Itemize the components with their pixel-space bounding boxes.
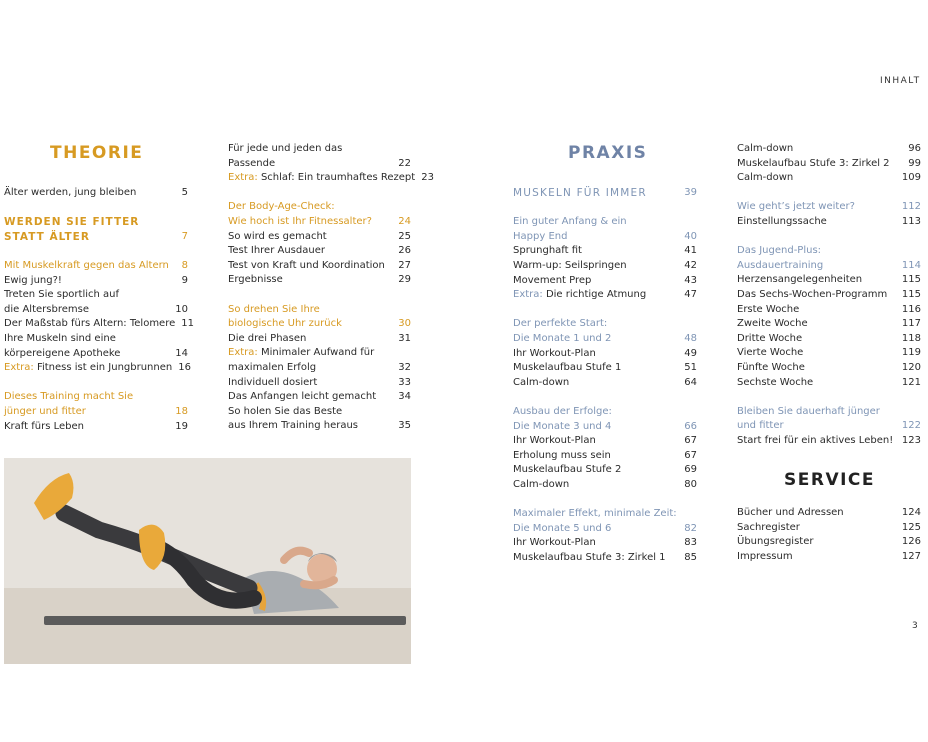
toc-entry [228, 157, 411, 172]
toc-entry-title: Treten Sie sportlich auf [4, 289, 119, 301]
toc-entry-title: Älter werden, jung bleiben [4, 187, 137, 198]
toc-entry-title: Einstellungssache [737, 215, 827, 227]
toc-entry-page [915, 244, 921, 259]
toc-entry-title: Sachregister [737, 521, 800, 533]
toc-entry-title: Kraft fürs Leben [4, 420, 84, 432]
toc-entry-title: Mit Muskelkraft gegen das Altern [4, 259, 169, 271]
toc-entry-title: Individuell dosiert [228, 376, 318, 388]
toc-entry [737, 419, 921, 434]
toc-extra-text: Fitness ist ein Jungbrunnen [33, 362, 173, 374]
toc-extra-prefix: Extra: [228, 172, 258, 184]
toc-entry-title: maximalen Erfolg [228, 361, 317, 373]
toc-entry-page: 23 [421, 172, 434, 184]
toc-entry [513, 230, 697, 245]
toc-spacer [228, 288, 411, 303]
section-title-praxis: PRAXIS [568, 143, 648, 163]
toc-entry [228, 405, 411, 420]
toc-entry-title: Movement Prep [513, 274, 592, 286]
toc-extra-text: Die richtige Atmung [542, 289, 647, 301]
toc-entry-title: Das Sechs-Wochen-Programm [737, 288, 888, 300]
toc-entry [513, 405, 697, 420]
toc-entry-title: Test von Kraft und Koordination [228, 259, 385, 271]
toc-entry-title: Ihr Workout-Plan [513, 537, 596, 549]
toc-spacer [737, 230, 921, 245]
toc-entry [4, 390, 188, 405]
toc-entry-page: 40 [684, 230, 697, 242]
toc-entry-page: 99 [908, 157, 921, 169]
toc-entry-title: biologische Uhr zurück [228, 318, 342, 330]
toc-entry-page: 123 [901, 434, 921, 446]
toc-entry-page: 67 [684, 435, 697, 447]
toc-entry-title: Sprunghaft fit [513, 245, 582, 257]
toc-entry-title: Das Anfangen leicht gemacht [228, 391, 377, 403]
toc-entry-title: Sechste Woche [737, 376, 814, 388]
toc-entry-title: Dritte Woche [737, 332, 803, 344]
toc-entry [228, 361, 411, 376]
toc-entry-title: Bleiben Sie dauerhaft jünger [737, 405, 880, 417]
toc-entry-page [405, 303, 411, 318]
toc-entry-title: Muskelaufbau Stufe 2 [513, 464, 622, 476]
toc-entry-page: 32 [398, 361, 411, 373]
toc-entry-page: 18 [175, 405, 188, 417]
toc-entry [228, 171, 434, 186]
header-label: INHALT [880, 76, 921, 86]
toc-entry [228, 390, 411, 405]
toc-entry [513, 434, 697, 449]
toc-entry-title: Calm-down [737, 143, 794, 154]
toc-entry-page: 19 [175, 420, 188, 432]
toc-entry [737, 317, 921, 332]
toc-entry-title: jünger und fitter [4, 405, 86, 417]
toc-entry [737, 215, 921, 230]
toc-entry-page: 33 [398, 376, 411, 388]
toc-entry-title: Calm-down [513, 376, 570, 388]
toc-entry [228, 230, 411, 245]
toc-entry [513, 288, 697, 303]
toc-entry-page: 14 [175, 347, 188, 359]
toc-entry-title: Dieses Training macht Sie [4, 391, 134, 403]
toc-entry-page [182, 332, 188, 347]
toc-entry [228, 200, 411, 215]
toc-entry-page: 116 [901, 303, 921, 315]
toc-entry-title: Wie geht’s jetzt weiter? [737, 201, 855, 213]
toc-entry [737, 259, 921, 274]
toc-entry-title: Übungsregister [737, 536, 814, 548]
toc-entry-title [228, 346, 374, 361]
toc-entry-title: Ihr Workout-Plan [513, 435, 596, 447]
toc-entry [513, 361, 697, 376]
toc-entry [513, 186, 697, 201]
toc-entry-title: die Altersbremse [4, 303, 89, 315]
toc-entry-title: Maximaler Effekt, minimale Zeit: [513, 508, 677, 520]
toc-entry-page: 117 [901, 318, 921, 330]
toc-entry-page: 109 [901, 172, 921, 184]
toc-entry-page: 82 [684, 522, 697, 534]
toc-entry-page: 126 [901, 536, 921, 548]
toc-entry [737, 405, 921, 420]
toc-entry-page [691, 215, 697, 230]
toc-entry-page: 85 [684, 551, 697, 563]
toc-entry [513, 449, 697, 464]
toc-entry [228, 317, 411, 332]
toc-spacer [737, 186, 921, 201]
toc-entry-page: 125 [901, 521, 921, 533]
toc-entry-title: So wird es gemacht [228, 230, 327, 242]
toc-entry [228, 259, 411, 274]
toc-entry-page: 115 [901, 274, 921, 286]
toc-entry-page: 118 [901, 332, 921, 344]
toc-entry [737, 171, 921, 186]
toc-entry-title: Erholung muss sein [513, 449, 611, 461]
toc-entry-page: 8 [181, 259, 188, 271]
toc-entry [737, 346, 921, 361]
toc-spacer [4, 244, 188, 259]
toc-entry-page: 9 [181, 274, 188, 286]
toc-entry-page [182, 288, 188, 303]
toc-spacer [4, 376, 188, 391]
toc-entry-title: Start frei für ein aktives Leben! [737, 434, 894, 446]
toc-entry-page: 27 [398, 259, 411, 271]
theorie-column-1 [4, 186, 194, 434]
toc-entry-title: Zweite Woche [737, 318, 808, 330]
toc-entry [228, 303, 411, 318]
toc-entry [513, 551, 697, 566]
toc-entry [513, 317, 697, 332]
toc-spacer [4, 201, 188, 216]
toc-entry-title: Muskelaufbau Stufe 3: Zirkel 1 [513, 551, 666, 563]
toc-entry-title: Ihre Muskeln sind eine [4, 332, 116, 344]
toc-entry-page: 42 [684, 259, 697, 271]
toc-entry-title: MUSKELN FÜR IMMER [513, 187, 647, 199]
toc-extra-text: Minimaler Aufwand für [257, 347, 375, 359]
toc-entry [228, 376, 411, 391]
toc-entry [228, 244, 411, 259]
toc-entry-page: 69 [684, 464, 697, 476]
toc-entry [4, 420, 188, 435]
toc-spacer [513, 201, 697, 216]
toc-entry-page: 16 [178, 362, 191, 374]
toc-entry [513, 274, 697, 289]
toc-entry-page: 31 [398, 332, 411, 344]
toc-entry-page: 67 [684, 449, 697, 461]
toc-entry-title: körpereigene Apotheke [4, 347, 121, 359]
toc-entry-page: 121 [901, 376, 921, 388]
toc-entry-page: 30 [398, 318, 411, 330]
toc-entry [513, 420, 697, 435]
toc-entry [513, 507, 697, 522]
toc-entry [228, 273, 411, 288]
toc-entry-page [405, 142, 411, 157]
toc-entry [737, 244, 921, 259]
toc-entry [4, 274, 188, 289]
toc-entry [4, 259, 188, 274]
toc-entry-title: Der Maßstab fürs Altern: Telomere [4, 318, 176, 330]
toc-entry [513, 478, 697, 493]
toc-entry-page: 29 [398, 274, 411, 286]
toc-entry [4, 230, 188, 245]
toc-entry-page: 22 [398, 157, 411, 169]
toc-entry [737, 273, 921, 288]
toc-entry [513, 347, 697, 362]
toc-entry-page: 64 [684, 376, 697, 388]
toc-entry-page [915, 405, 921, 420]
toc-entry-title: Muskelaufbau Stufe 3: Zirkel 2 [737, 157, 890, 169]
section-title-theorie: THEORIE [50, 143, 144, 163]
toc-entry-title: Fünfte Woche [737, 361, 805, 373]
toc-entry-title: Bücher und Adressen [737, 507, 844, 518]
toc-extra-prefix: Extra: [228, 347, 258, 359]
toc-entry-title: Wie hoch ist Ihr Fitnessalter? [228, 215, 372, 227]
toc-entry [737, 157, 921, 172]
toc-entry-page [182, 390, 188, 405]
toc-entry-page [691, 405, 697, 420]
toc-entry-title: Calm-down [513, 478, 570, 490]
toc-entry-page [691, 507, 697, 522]
toc-entry [4, 288, 188, 303]
toc-entry-title: STATT ÄLTER [4, 230, 90, 243]
toc-entry [4, 332, 188, 347]
toc-entry-title: Die Monate 3 und 4 [513, 420, 612, 432]
toc-entry-page: 48 [684, 332, 697, 344]
toc-entry [228, 142, 411, 157]
toc-entry-page: 113 [901, 215, 921, 227]
toc-entry-title: Herzensangelegenheiten [737, 274, 863, 286]
toc-entry-title: Ein guter Anfang & ein [513, 216, 627, 228]
toc-entry-page: 114 [901, 259, 921, 271]
toc-extra-text: Schlaf: Ein traumhaftes Rezept [257, 172, 416, 184]
toc-entry [4, 303, 188, 318]
toc-entry-title: Calm-down [737, 172, 794, 184]
exercise-photo [4, 458, 411, 664]
toc-entry-title: Die Monate 1 und 2 [513, 332, 612, 344]
toc-entry-title: Ewig jung?! [4, 274, 62, 286]
praxis-column-2 [737, 142, 921, 448]
toc-entry-title: Ausbau der Erfolge: [513, 405, 612, 417]
toc-entry-title: Test Ihrer Ausdauer [228, 245, 325, 257]
toc-entry-page: 96 [908, 143, 921, 154]
toc-entry [513, 332, 697, 347]
toc-entry-page: 24 [398, 215, 411, 227]
toc-entry [737, 142, 921, 157]
toc-entry [513, 244, 697, 259]
toc-entry [513, 376, 697, 391]
toc-entry-page: 7 [181, 230, 188, 242]
toc-entry [228, 346, 411, 361]
toc-entry [737, 332, 921, 347]
page-number: 3 [912, 621, 918, 631]
toc-entry-page: 43 [684, 274, 697, 286]
toc-spacer [513, 492, 697, 507]
toc-entry-page: 5 [181, 187, 188, 198]
toc-entry-title: Happy End [513, 230, 568, 242]
toc-entry-title: Ihr Workout-Plan [513, 347, 596, 359]
toc-entry-page: 49 [684, 347, 697, 359]
toc-entry-page: 47 [684, 289, 697, 301]
toc-spacer [513, 303, 697, 318]
toc-entry-title: Warm-up: Seilspringen [513, 259, 627, 271]
toc-entry-page: 39 [684, 187, 697, 198]
toc-entry-page [405, 346, 411, 361]
toc-entry-page: 35 [398, 420, 411, 432]
toc-entry [737, 434, 921, 449]
toc-entry-page [182, 215, 188, 230]
toc-entry-title: Für jede und jeden das [228, 143, 343, 154]
section-title-service: SERVICE [784, 470, 876, 490]
toc-entry-page: 119 [901, 347, 921, 359]
toc-entry-title: WERDEN SIE FITTER [4, 216, 140, 229]
toc-entry-title: Muskelaufbau Stufe 1 [513, 362, 622, 374]
toc-entry-page: 115 [901, 288, 921, 300]
toc-entry-page [691, 317, 697, 332]
theorie-column-2 [228, 142, 434, 434]
toc-entry-title [513, 288, 646, 303]
toc-entry [737, 550, 921, 565]
toc-entry-title: aus Ihrem Training heraus [228, 420, 359, 432]
toc-entry-title: Impressum [737, 550, 793, 562]
toc-entry [513, 463, 697, 478]
toc-entry [513, 215, 697, 230]
toc-entry [737, 535, 921, 550]
toc-entry-page: 120 [901, 361, 921, 373]
toc-entry [4, 317, 194, 332]
toc-entry-title: Ausdauertraining [737, 259, 824, 271]
toc-spacer [228, 186, 411, 201]
toc-entry-title: Der Body-Age-Check: [228, 201, 335, 213]
toc-entry-page: 41 [684, 245, 697, 257]
toc-entry [737, 361, 921, 376]
toc-entry-page: 51 [684, 362, 697, 374]
toc-entry-title: Erste Woche [737, 303, 800, 315]
toc-entry-title: Der perfekte Start: [513, 318, 608, 330]
toc-extra-prefix: Extra: [4, 362, 34, 374]
toc-entry-page: 26 [398, 245, 411, 257]
toc-entry [737, 288, 921, 303]
exercise-illustration [4, 458, 411, 664]
toc-entry [737, 376, 921, 391]
toc-entry [513, 536, 697, 551]
toc-entry-title: und fitter [737, 420, 784, 432]
toc-entry-title: Vierte Woche [737, 347, 804, 359]
toc-entry [737, 303, 921, 318]
toc-entry-title: So drehen Sie Ihre [228, 303, 320, 315]
praxis-column-1 [513, 186, 697, 565]
toc-spacer [737, 390, 921, 405]
toc-entry [737, 506, 921, 521]
toc-entry-page: 124 [901, 507, 921, 518]
toc-spacer [513, 390, 697, 405]
toc-entry-page: 122 [901, 420, 921, 432]
toc-entry [228, 419, 411, 434]
toc-entry-page: 66 [684, 420, 697, 432]
service-column [737, 506, 921, 564]
toc-entry-page [405, 200, 411, 215]
toc-entry-title: Die Monate 5 und 6 [513, 522, 612, 534]
toc-entry-title: Passende [228, 157, 276, 169]
toc-entry [737, 200, 921, 215]
toc-entry-page: 11 [181, 318, 194, 330]
toc-entry-page: 25 [398, 230, 411, 242]
toc-entry-title: Ergebnisse [228, 274, 283, 286]
toc-entry [4, 361, 191, 376]
toc-entry [228, 332, 411, 347]
toc-entry [737, 521, 921, 536]
toc-entry [513, 259, 697, 274]
toc-entry-page: 80 [684, 478, 697, 490]
toc-extra-prefix: Extra: [513, 289, 543, 301]
toc-entry-page: 34 [398, 391, 411, 403]
toc-entry [4, 186, 188, 201]
toc-entry-title: Das Jugend-Plus: [737, 245, 822, 257]
toc-entry [513, 522, 697, 537]
toc-entry-title: So holen Sie das Beste [228, 405, 343, 417]
toc-entry [4, 215, 188, 230]
toc-entry [228, 215, 411, 230]
toc-entry-page: 83 [684, 537, 697, 549]
toc-entry-page: 127 [901, 550, 921, 562]
toc-entry-title [228, 171, 415, 186]
toc-entry [4, 347, 188, 362]
toc-entry-page: 112 [901, 201, 921, 213]
toc-entry-page [405, 405, 411, 420]
toc-entry-page: 10 [175, 303, 188, 315]
toc-entry [4, 405, 188, 420]
toc-entry-title [4, 361, 172, 376]
toc-entry-title: Die drei Phasen [228, 332, 307, 344]
